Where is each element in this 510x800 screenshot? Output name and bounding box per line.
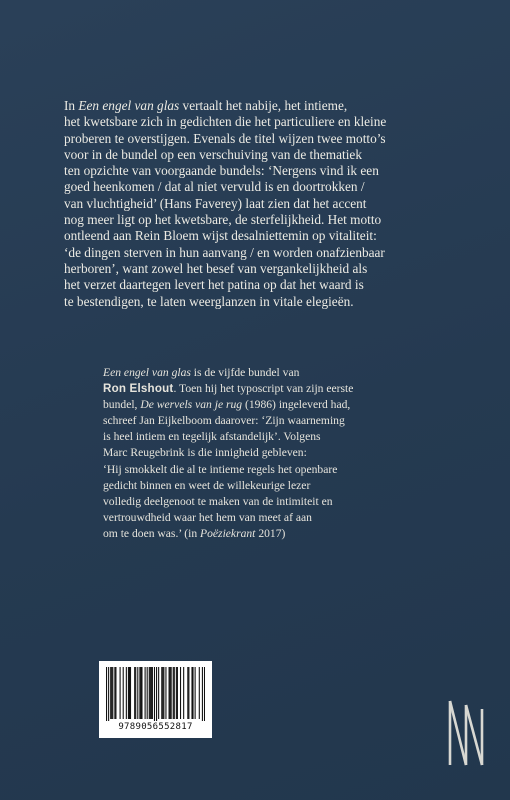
text-line bbox=[64, 147, 444, 163]
text-line bbox=[103, 429, 403, 445]
text-segment: ‘Hij smokkelt die al te intieme regels het openbare bbox=[103, 462, 338, 476]
text-line bbox=[64, 294, 444, 310]
text-line bbox=[103, 365, 403, 381]
barcode-bar bbox=[129, 667, 130, 719]
text-segment: schreef Jan Eijkelboom daarover: ‘Zijn waarneming bbox=[103, 414, 345, 428]
barcode-bar bbox=[114, 667, 115, 719]
text-segment: nog meer ligt op het kwetsbare, de sterfelijkheid. Het motto bbox=[64, 212, 382, 228]
barcode-bar bbox=[162, 667, 163, 719]
barcode-bar bbox=[140, 667, 141, 719]
isbn-number: 9789056552817 bbox=[118, 722, 193, 732]
barcode-bar bbox=[173, 667, 174, 719]
blurb-paragraph-2 bbox=[103, 365, 403, 542]
text-segment: In bbox=[64, 98, 79, 113]
italic-title: Poëziekrant bbox=[200, 526, 256, 540]
barcode-bar bbox=[170, 667, 171, 719]
text-segment: (1986) ingeleverd had, bbox=[242, 398, 351, 412]
barcode-bar bbox=[123, 667, 124, 719]
barcode-bar bbox=[108, 667, 109, 721]
italic-title: Een engel van glas bbox=[103, 366, 191, 379]
barcode-bar bbox=[165, 667, 166, 719]
text-segment: . Toen hij het typoscript van zijn eerste bbox=[173, 382, 354, 396]
text-segment: het verzet daartegen levert het patina op dat het waard is bbox=[64, 277, 364, 293]
barcode-bar bbox=[161, 667, 162, 719]
text-line bbox=[103, 510, 403, 526]
text-segment: is de vijfde bundel van bbox=[190, 366, 300, 379]
barcode-bar bbox=[150, 667, 151, 719]
barcode-bar bbox=[111, 667, 112, 719]
barcode-bar bbox=[135, 667, 136, 719]
barcode-bar bbox=[141, 667, 142, 719]
barcode-bars bbox=[106, 667, 205, 721]
barcode-bar bbox=[112, 667, 113, 719]
text-line bbox=[103, 462, 403, 478]
barcode-bar bbox=[169, 667, 170, 719]
barcode-bar bbox=[145, 667, 146, 719]
barcode-bar bbox=[126, 667, 127, 719]
text-segment: volledig deelgenoot te maken van de intimiteit en bbox=[103, 494, 333, 508]
text-segment: voor in de bundel op een verschuiving van de thematiek bbox=[64, 146, 362, 162]
barcode-bar bbox=[174, 667, 175, 719]
text-line bbox=[64, 245, 444, 261]
italic-title: De wervels van je rug bbox=[140, 398, 243, 412]
text-line bbox=[103, 526, 403, 542]
text-segment: ontleend aan Rein Bloem wijst desalniettemin op vitaliteit: bbox=[64, 228, 377, 244]
text-segment: vertrouwdheid waar het hem van meet af aan bbox=[103, 510, 312, 524]
text-segment: om te doen was.’ (in bbox=[103, 526, 201, 540]
barcode-bar bbox=[130, 667, 131, 719]
barcode-bar bbox=[199, 667, 200, 719]
text-line bbox=[103, 397, 403, 413]
isbn-barcode bbox=[99, 661, 212, 738]
blurb-paragraph-1 bbox=[64, 98, 444, 310]
text-segment: 2017) bbox=[255, 526, 286, 540]
barcode-bar bbox=[152, 667, 153, 719]
barcode-bar bbox=[191, 667, 192, 719]
barcode-bar bbox=[120, 667, 121, 719]
text-line bbox=[64, 179, 444, 195]
text-segment: goed heenkomen / dat al niet vervuld is en doortrokken / bbox=[64, 179, 365, 195]
barcode-bar bbox=[171, 667, 172, 719]
text-line bbox=[103, 478, 403, 494]
barcode-bar bbox=[139, 667, 140, 719]
barcode-bar bbox=[195, 667, 196, 719]
text-line bbox=[103, 494, 403, 510]
barcode-bar bbox=[151, 667, 152, 719]
barcode-bar bbox=[177, 667, 178, 719]
barcode-bar bbox=[204, 667, 205, 721]
text-segment: is heel intiem en tegelijk afstandelijk’. Volgens bbox=[103, 430, 321, 444]
text-segment: gedicht binnen en weet de willekeurige lezer bbox=[103, 478, 311, 492]
italic-title: Een engel van glas bbox=[78, 98, 180, 113]
text-line bbox=[64, 228, 444, 244]
text-line bbox=[64, 98, 444, 114]
barcode-bar bbox=[147, 667, 148, 719]
text-line bbox=[64, 114, 444, 130]
barcode-bar bbox=[128, 667, 129, 719]
barcode-bar bbox=[106, 667, 107, 721]
stylized-line-mark-icon bbox=[446, 695, 490, 767]
text-segment: ten opzichte van voorgaande bundels: ‘Nergens vind ik een bbox=[64, 163, 379, 179]
barcode-bar bbox=[115, 667, 116, 719]
text-segment: het kwetsbare zich in gedichten die het particuliere en kleine bbox=[64, 114, 387, 130]
barcode-bar bbox=[149, 667, 150, 719]
barcode-bar bbox=[156, 667, 157, 721]
text-line bbox=[64, 131, 444, 147]
text-segment: van vluchtigheid’ (Hans Faverey) laat zien dat het accent bbox=[64, 195, 367, 211]
text-line bbox=[103, 413, 403, 429]
barcode-bar bbox=[202, 667, 203, 721]
barcode-bar bbox=[188, 667, 189, 719]
barcode-bar bbox=[110, 667, 111, 719]
author-name: Ron Elshout bbox=[103, 382, 174, 396]
barcode-bar bbox=[134, 667, 135, 719]
text-line bbox=[64, 196, 444, 212]
barcode-bar bbox=[158, 667, 159, 719]
text-segment: ‘de dingen sterven in hun aanvang / en worden onafzienbaar bbox=[64, 244, 385, 260]
text-line bbox=[64, 261, 444, 277]
barcode-bar bbox=[187, 667, 188, 719]
text-segment: herboren’, want zowel het besef van vergankelijkheid als bbox=[64, 260, 368, 276]
barcode-bar bbox=[183, 667, 184, 719]
text-segment: te bestendigen, te laten weerglanzen in vitale elegieën. bbox=[64, 293, 354, 309]
text-segment: bundel, bbox=[103, 398, 141, 412]
text-line bbox=[64, 163, 444, 179]
text-segment: vertaalt het nabije, het intieme, bbox=[179, 98, 348, 113]
barcode-bar bbox=[137, 667, 138, 719]
barcode-bar bbox=[180, 667, 181, 719]
text-line bbox=[64, 212, 444, 228]
barcode-bar bbox=[163, 667, 164, 719]
text-line bbox=[103, 381, 403, 397]
text-segment: Marc Reugebrink is die innigheid gebleven: bbox=[103, 446, 307, 460]
text-line bbox=[64, 277, 444, 293]
barcode-bar bbox=[154, 667, 155, 721]
text-segment: proberen te overstijgen. Evenals de titel wijzen twee motto’s bbox=[64, 130, 386, 146]
text-line bbox=[103, 445, 403, 461]
barcode-bar bbox=[176, 667, 177, 719]
barcode-bar bbox=[192, 667, 193, 719]
